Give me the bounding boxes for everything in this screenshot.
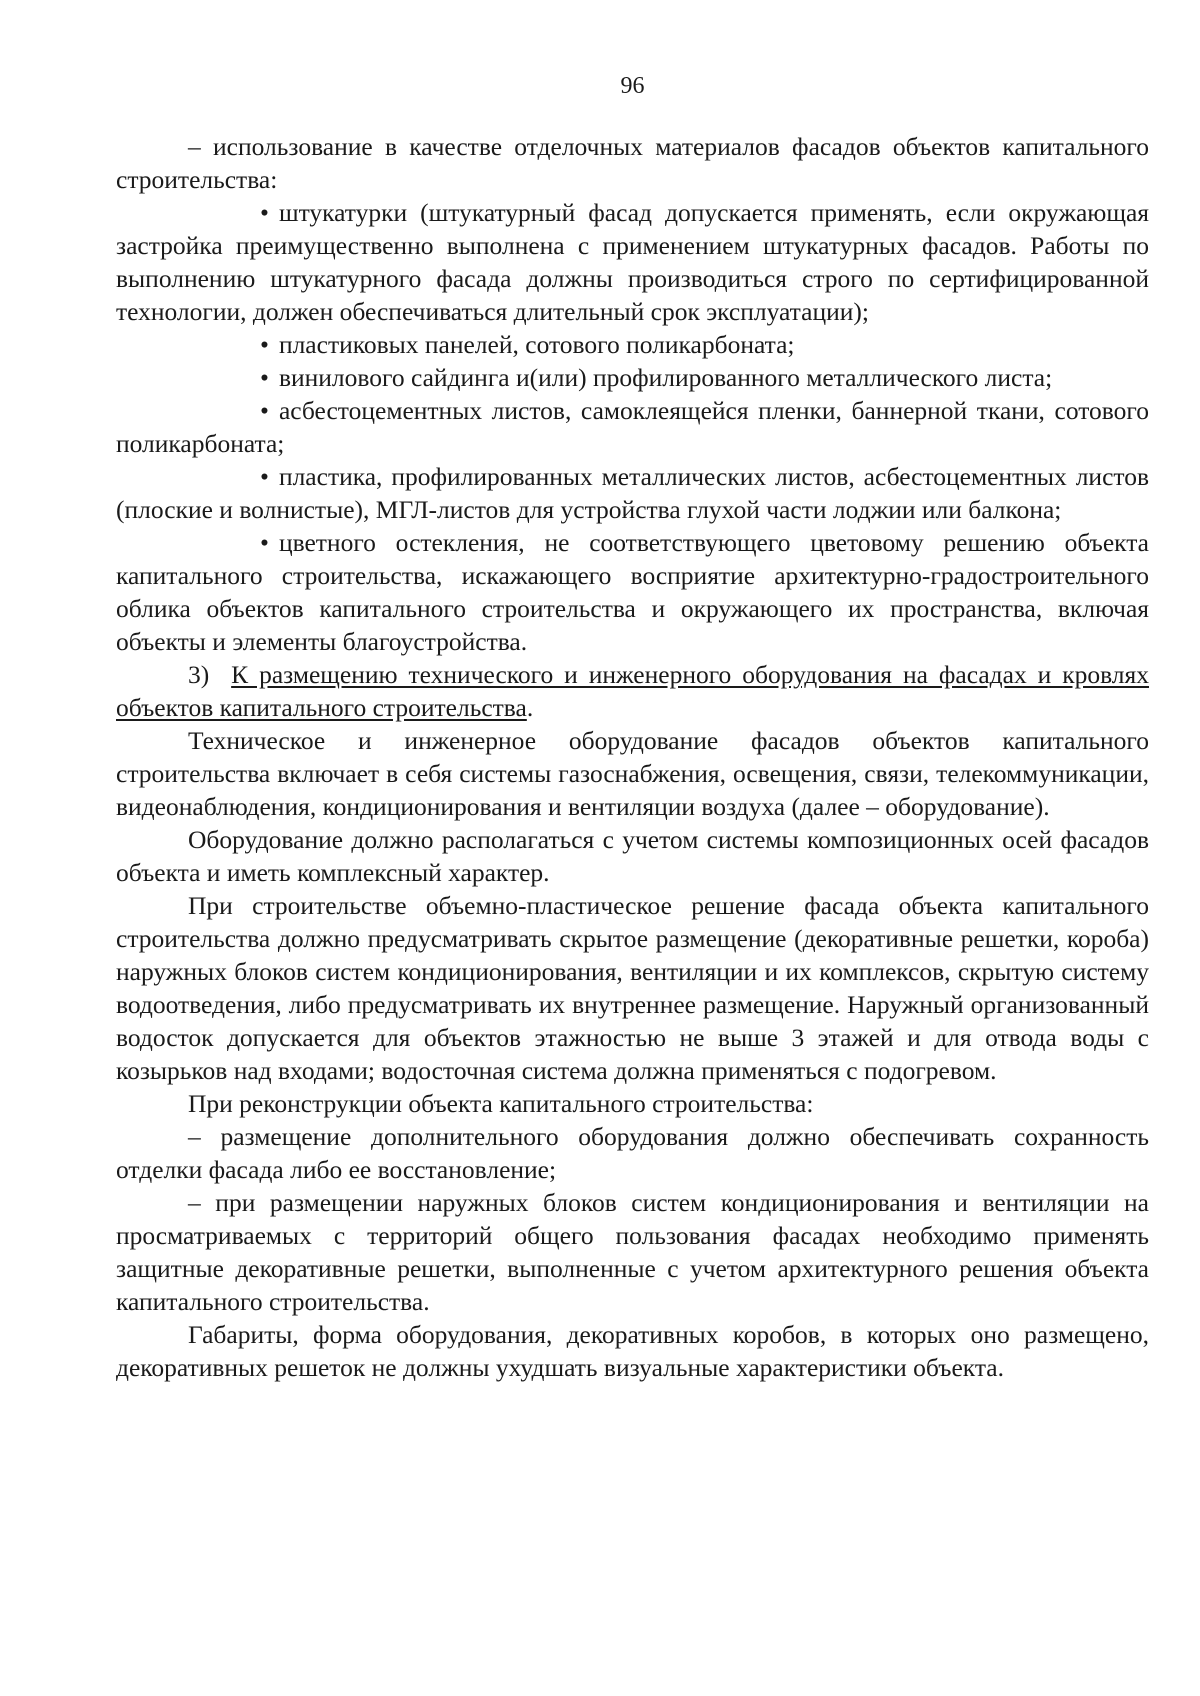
bullet-marker: •: [260, 363, 269, 392]
bullet-text: винилового сайдинга и(или) профилированного металлического листа;: [278, 363, 1053, 392]
bullet-item: [116, 460, 1149, 526]
bullet-item: [116, 196, 1149, 328]
bullet-text: асбестоцементных листов, самоклеящейся пленки, баннерной ткани, сотового поликарбоната;: [116, 396, 1149, 458]
paragraph: – при размещении наружных блоков систем кондиционирования и вентиляции на просматриваемых с территорий общего пользования фасадах необходимо применять защитные декоративные решетки, выполненные с учетом архитектурного решения объекта капитального строительства.: [116, 1188, 1149, 1316]
bullet-item: [116, 361, 1149, 394]
bullet-item: [116, 526, 1149, 658]
bullet-marker: •: [260, 462, 269, 491]
bullet-marker: •: [260, 396, 269, 425]
paragraph: При реконструкции объекта капитального строительства:: [188, 1089, 814, 1118]
bullet-text: пластиковых панелей, сотового поликарбоната;: [278, 330, 795, 359]
bullet-marker: •: [260, 528, 269, 557]
bullet-item: [116, 394, 1149, 460]
section-heading-text: К размещению технического и инженерного оборудования на фасадах и кровлях объектов капитального строительства: [116, 660, 1149, 722]
page-body: [116, 130, 1149, 1384]
paragraph: Техническое и инженерное оборудование фасадов объектов капитального строительства включает в себя системы газоснабжения, освещения, связи, телекоммуникации, видеонаблюдения, кондиционирования и вентиляции воздуха (далее – оборудование).: [116, 726, 1149, 821]
bullet-marker: •: [260, 330, 269, 359]
paragraph: – использование в качестве отделочных материалов фасадов объектов капитального строительства:: [116, 132, 1149, 194]
section-number: 3): [188, 660, 210, 689]
page-number: 96: [620, 73, 645, 99]
bullet-marker: •: [260, 198, 269, 227]
paragraph: – размещение дополнительного оборудования должно обеспечивать сохранность отделки фасада либо ее восстановление;: [116, 1122, 1149, 1184]
section-heading-tail: .: [526, 693, 534, 722]
paragraph: Габариты, форма оборудования, декоративных коробов, в которых оно размещено, декоративных решеток не должны ухудшать визуальные характеристики объекта.: [116, 1320, 1149, 1382]
bullet-text: цветного остекления, не соответствующего цветовому решению объекта капитального строительства, искажающего восприятие архитектурно-градостроительного облика объектов капитального строительства и окружающего их пространства, включая объекты и элементы благоустройства.: [116, 528, 1149, 656]
bullet-text: штукатурки (штукатурный фасад допускается применять, если окружающая застройка преимущественно выполнена с применением штукатурных фасадов. Работы по выполнению штукатурного фасада должны производиться строго по сертифицированной технологии, должен обеспечиваться длительный срок эксплуатации);: [116, 198, 1149, 326]
bullet-text: пластика, профилированных металлических листов, асбестоцементных листов (плоские и волнистые), МГЛ-листов для устройства глухой части лоджии или балкона;: [116, 462, 1149, 524]
bullet-item: [116, 328, 1149, 361]
paragraph: При строительстве объемно-пластическое решение фасада объекта капитального строительства должно предусматривать скрытое размещение (декоративные решетки, короба) наружных блоков систем кондиционирования, вентиляции и их комплексов, скрытую систему водоотведения, либо предусматривать их внутреннее размещение. Наружный организованный водосток допускается для объектов этажностью не выше 3 этажей и для отвода воды с козырьков над входами; водосточная система должна применяться с подогревом.: [116, 891, 1149, 1085]
section-heading: [116, 658, 1149, 724]
paragraph: Оборудование должно располагаться с учетом системы композиционных осей фасадов объекта и иметь комплексный характер.: [116, 825, 1149, 887]
